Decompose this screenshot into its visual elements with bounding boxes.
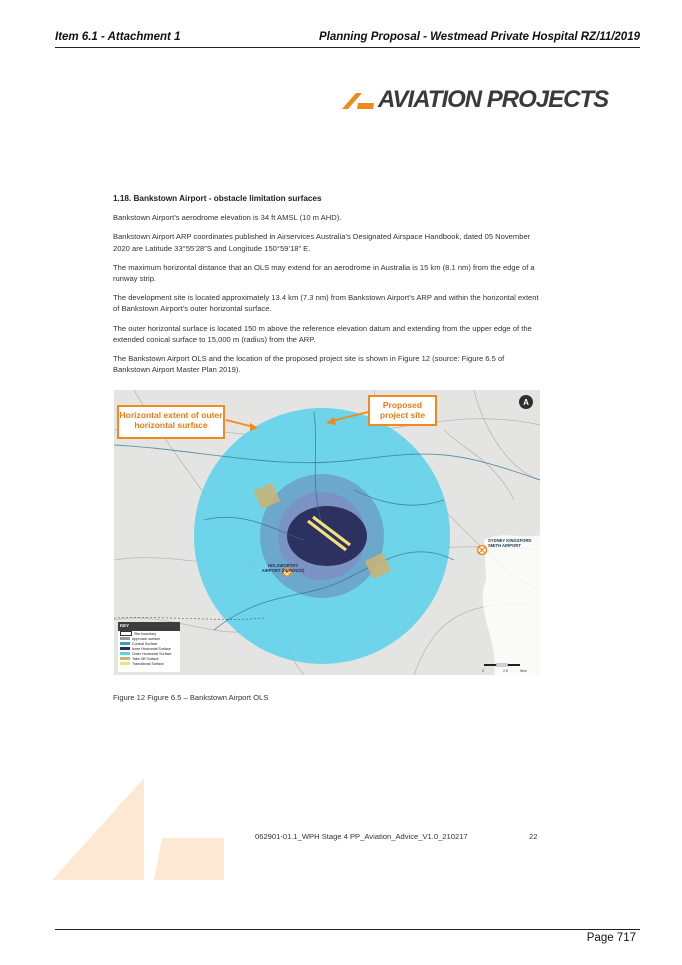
- key-swatch: [120, 657, 130, 660]
- key-label: Transitional Surface: [132, 661, 164, 666]
- key-title: KEY: [118, 622, 180, 631]
- footer-rule: [55, 929, 640, 930]
- key-label: Approach surface: [132, 636, 161, 641]
- section-title: Bankstown Airport - obstacle limitation surfaces: [133, 194, 322, 203]
- paragraph: The outer horizontal surface is located 150 m above the reference elevation datum and extending from the upper edge of the extended conical surface to 15,000 m (radius) from the ARP.: [113, 323, 532, 344]
- scale-label: 0: [482, 669, 484, 673]
- sydney-airport-label: SYDNEY KINGSFORD SMITH AIRPORT: [488, 539, 532, 548]
- callout-outer-horizontal: Horizontal extent of outer horizontal surface: [117, 405, 225, 439]
- ols-map-figure: [114, 390, 540, 675]
- key-label: Take Off Surface: [132, 656, 159, 661]
- scale-label: 2.5: [503, 669, 508, 673]
- key-label: Inner Horizontal Surface: [132, 646, 171, 651]
- document-page-number: 22: [529, 832, 538, 841]
- paragraph: Bankstown Airport ARP coordinates published in Airservices Australia’s Designated Airspace Handbook, dated 05 November 2020 are Latitude 33°55’28”S and Longitude 150°59’18” E.: [113, 232, 531, 253]
- key-swatch: [120, 652, 130, 655]
- key-swatch: [120, 637, 130, 640]
- paragraph: Bankstown Airport’s aerodrome elevation is 34 ft AMSL (10 m AHD).: [113, 213, 342, 223]
- section-number: 1.18.: [113, 194, 132, 203]
- aviation-projects-logo: [340, 86, 609, 114]
- page-header: [55, 31, 640, 48]
- key-label: Conical Surface: [132, 641, 158, 646]
- callout-project-site: Proposed project site: [368, 395, 437, 426]
- key-swatch: [120, 631, 132, 636]
- logo-text: AVIATION PROJECTS: [378, 86, 609, 113]
- key-label: Outer Horizontal Surface: [132, 651, 172, 656]
- section-heading: [113, 193, 541, 204]
- paragraph: The maximum horizontal distance that an OLS may extend for an aerodrome in Australia is 15 km (8.1 nm) from the edge of a runway strip.: [113, 262, 535, 284]
- key-swatch: [120, 662, 130, 665]
- paragraph: The development site is located approximately 13.4 km (7.3 nm) from Bankstown Airport’s ARP and within the horizontal extent of Bankstown Airport’s outer horizontal surface.: [113, 293, 539, 314]
- north-label: A: [523, 398, 529, 407]
- header-left: Item 6.1 - Attachment 1: [55, 31, 181, 43]
- page-number: Page 717: [586, 932, 636, 944]
- key-item: [118, 661, 180, 666]
- key-swatch: [120, 647, 130, 650]
- header-right: Planning Proposal - Westmead Private Hospital RZ/11/2019: [318, 31, 640, 43]
- holsworthy-label: HOLSWORTHY AIRPORT (DEFENCE): [261, 564, 305, 573]
- scale-label: 5km: [520, 669, 527, 673]
- key-label: Site boundary: [134, 631, 157, 636]
- figure-caption: Figure 12 Figure 6.5 – Bankstown Airport OLS: [113, 693, 269, 702]
- document-reference: 062901-01.1_WPH Stage 4 PP_Aviation_Advice_V1.0_210217: [255, 832, 468, 841]
- logo-watermark-icon: [52, 778, 227, 880]
- paragraph: The Bankstown Airport OLS and the location of the proposed project site is shown in Figure 12 (source: Figure 6.5 of Bankstown Airport Master Plan 2019).: [113, 354, 505, 375]
- key-swatch: [120, 642, 130, 645]
- map-key: [118, 622, 180, 672]
- logo-mark-icon: [340, 89, 376, 113]
- section-body: [113, 193, 541, 383]
